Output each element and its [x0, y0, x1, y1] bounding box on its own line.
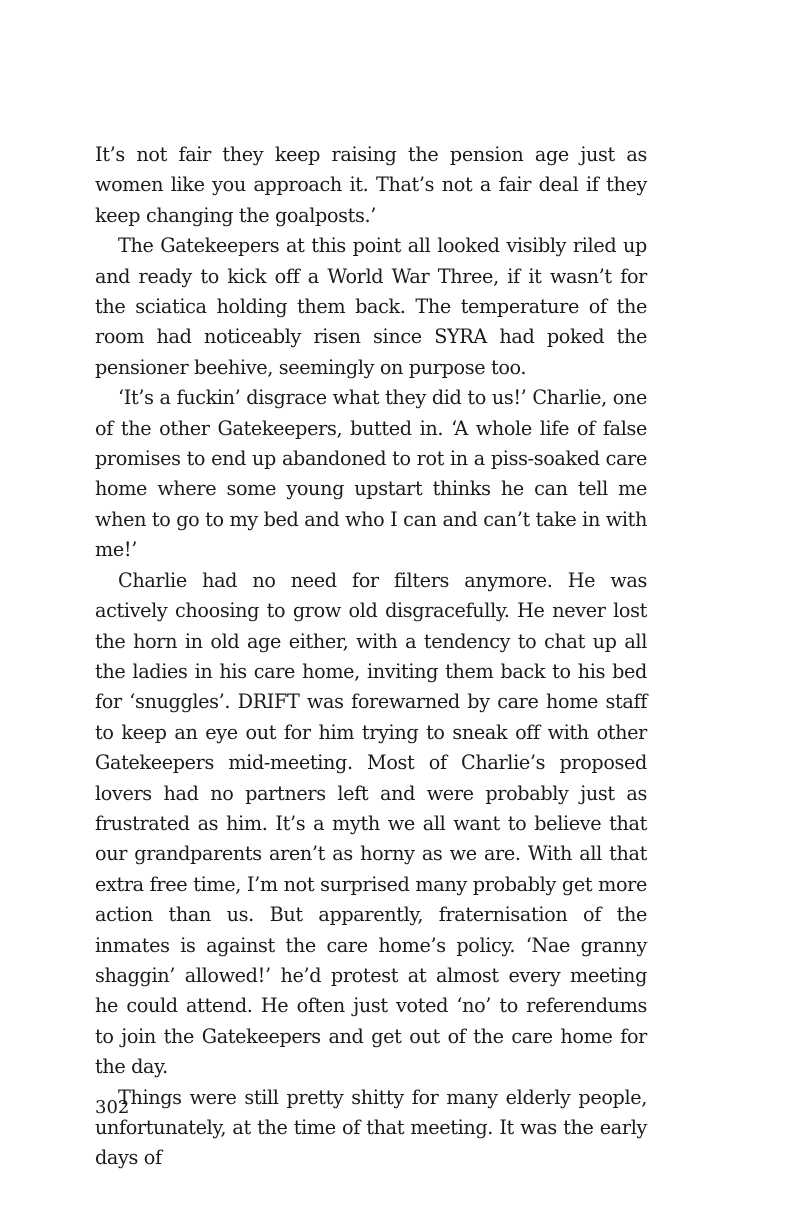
- body-text: [95, 140, 647, 1174]
- paragraph-2: The Gatekeepers at this point all looked visibly riled up and ready to kick off a World War Three, if it wasn’t for the sciatica holding them back. The temperature of the room had noticeably risen since SYRA had poked the pensioner beehive, seemingly on purpose too.: [95, 234, 647, 379]
- paragraph-5: Things were still pretty shitty for many elderly people, unfortunately, at the time of that meeting. It was the early days of: [95, 1085, 647, 1170]
- page-number: 302: [95, 1097, 130, 1118]
- paragraph-1: It’s not fair they keep raising the pension age just as women like you approach it. That’s not a fair deal if they keep changing the goalposts.’: [95, 143, 647, 227]
- paragraph-4: Charlie had no need for filters anymore. He was actively choosing to grow old disgracefully. He never lost the horn in old age either, with a tendency to chat up all the ladies in his care home, inviting them back to his bed for ‘snuggles’. DRIFT was forewarned by care home staff to keep an eye out for him trying to sneak off with other Gatekeepers mid-meeting. Most of Charlie’s proposed lovers had no partners left and were probably just as frustrated as him. It’s a myth we all want to believe that our grandparents aren’t as horny as we are. With all that extra free time, I’m not surprised many probably get more action than us. But apparently, fraternisation of the inmates is against the care home’s policy. ‘Nae granny shaggin’ allowed!’ he’d protest at almost every meeting he could attend. He often just voted ‘no’ to referendums to join the Gatekeepers and get out of the care home for the day.: [95, 568, 647, 1079]
- paragraph-3: ‘It’s a fuckin’ disgrace what they did to us!’ Charlie, one of the other Gatekeepers, butted in. ‘A whole life of false promises to end up abandoned to rot in a piss-soaked care home where some young upstart thinks he can tell me when to go to my bed and who I can and can’t take in with me!’: [95, 386, 647, 562]
